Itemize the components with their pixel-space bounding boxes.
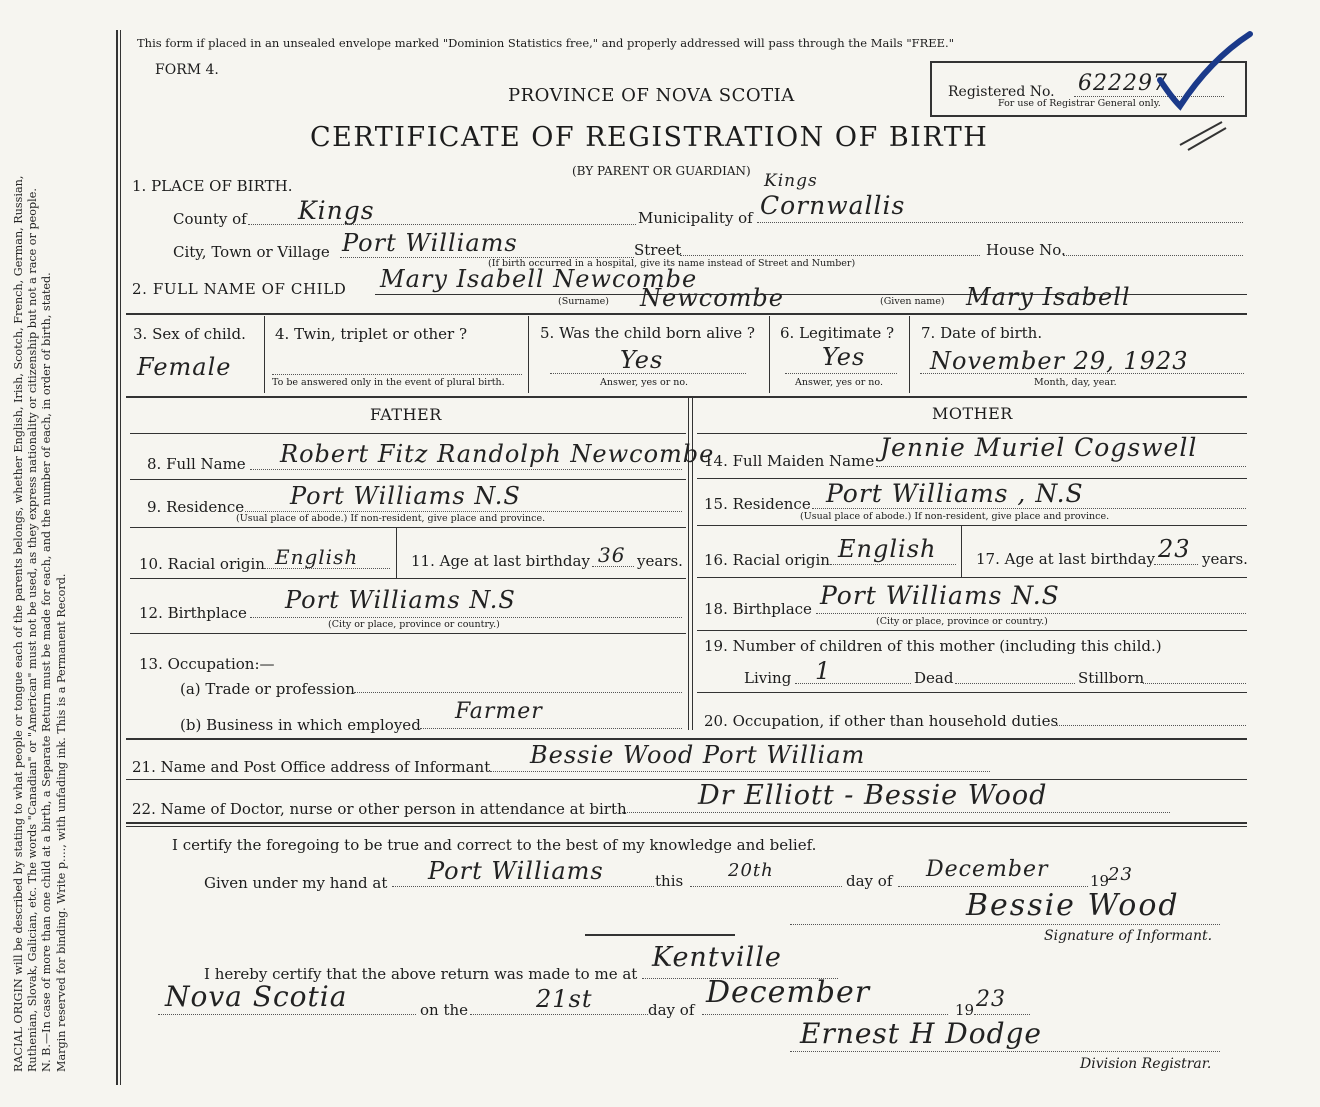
city-label: City, Town or Village xyxy=(173,243,330,261)
city-value: Port Williams xyxy=(342,229,518,257)
mother-residence-note: (Usual place of abode.) If non-resident, give place and province. xyxy=(800,511,1110,522)
doctor-label: 22. Name of Doctor, nurse or other person in attendance at birth xyxy=(132,800,627,818)
dead-label: Dead xyxy=(914,669,954,687)
municipality-note: Kings xyxy=(764,171,818,191)
margin-rule xyxy=(116,30,118,1085)
surname-value: Newcombe xyxy=(640,284,784,312)
day-of-label: day of xyxy=(846,872,893,890)
mother-occupation-label: 20. Occupation, if other than household duties xyxy=(704,712,1059,730)
registered-no-label: Registered No. xyxy=(948,84,1055,100)
county-value: Kings xyxy=(298,196,375,225)
given-name-value: Mary Isabell xyxy=(966,283,1131,311)
child-name-value: Mary Isabell Newcombe xyxy=(380,265,698,293)
father-birthplace-note: (City or place, province or country.) xyxy=(328,619,500,630)
certify-text: I certify the foregoing to be true and correct to the best of my knowledge and belief. xyxy=(172,836,817,854)
province-value: Nova Scotia xyxy=(165,980,348,1013)
house-no-label: House No. xyxy=(986,241,1066,259)
on-the-label: on the xyxy=(420,1001,469,1019)
surname-label: (Surname) xyxy=(558,296,609,307)
given-year-value: 23 xyxy=(1108,864,1133,885)
margin-rule-2 xyxy=(120,30,121,1085)
place-of-birth-heading: 1. PLACE OF BIRTH. xyxy=(132,177,293,195)
mother-residence-label: 15. Residence xyxy=(704,495,811,513)
registered-no-note: For use of Registrar General only. xyxy=(998,98,1161,109)
street-label: Street xyxy=(634,241,682,259)
father-occupation-label: 13. Occupation:— xyxy=(139,655,275,673)
born-alive-value: Yes xyxy=(620,346,664,374)
living-value: 1 xyxy=(815,657,832,685)
father-name-value: Robert Fitz Randolph Newcombe xyxy=(280,440,715,468)
business-label: (b) Business in which employed xyxy=(180,716,421,734)
sex-value: Female xyxy=(137,353,232,381)
given-under-label: Given under my hand at xyxy=(204,874,388,892)
municipality-value: Cornwallis xyxy=(760,191,906,220)
county-label: County of xyxy=(173,210,247,228)
mother-name-label: 14. Full Maiden Name xyxy=(704,452,875,470)
father-heading: FATHER xyxy=(370,405,442,424)
mother-age-value: 23 xyxy=(1158,535,1191,563)
form-number: FORM 4. xyxy=(155,62,219,78)
child-name-label: 2. FULL NAME OF CHILD xyxy=(132,280,347,298)
page-subtitle: (BY PARENT OR GUARDIAN) xyxy=(572,164,751,178)
check-mark-icon xyxy=(1140,30,1260,160)
mother-race-value: English xyxy=(838,535,937,563)
father-residence-value: Port Williams N.S xyxy=(290,482,521,510)
mother-residence-value: Port Williams , N.S xyxy=(826,479,1084,508)
hereby-certify-text: I hereby certify that the above return was made to me at xyxy=(204,965,638,983)
mother-age-label: 17. Age at last birthday xyxy=(976,550,1155,568)
stillborn-label: Stillborn xyxy=(1078,669,1145,687)
dob-value: November 29, 1923 xyxy=(930,347,1189,375)
registered-no-value: 622297 xyxy=(1078,71,1168,96)
born-alive-label: 5. Was the child born alive ? xyxy=(540,324,755,342)
given-year-prefix: 19 xyxy=(1090,872,1110,890)
margin-line-1: RACIAL ORIGIN will be described by stating to what people or tongue each of the parents belongs, whether English, Irish, Scotch, French, German, Russian, xyxy=(12,175,25,1072)
dob-note: Month, day, year. xyxy=(1034,377,1117,388)
legitimate-value: Yes xyxy=(822,343,866,371)
mother-race-label: 16. Racial origin xyxy=(704,551,830,569)
registered-year-prefix: 19 xyxy=(955,1001,975,1019)
registered-year-value: 23 xyxy=(976,987,1006,1012)
mail-notice: This form if placed in an unsealed envelope marked "Dominion Statistics free," and properly addressed will pass through the Mails "FREE." xyxy=(137,36,954,50)
province-heading: PROVINCE OF NOVA SCOTIA xyxy=(508,85,795,106)
father-age-value: 36 xyxy=(598,543,626,567)
father-age-unit: years. xyxy=(637,552,683,570)
father-race-value: English xyxy=(275,545,359,569)
dob-label: 7. Date of birth. xyxy=(921,324,1043,342)
margin-instructions xyxy=(12,32,130,1072)
business-value: Farmer xyxy=(455,699,543,724)
registrar-label: Division Registrar. xyxy=(1080,1056,1212,1072)
given-place-value: Port Williams xyxy=(428,857,604,885)
father-name-label: 8. Full Name xyxy=(147,455,246,473)
registered-day-of-label: day of xyxy=(648,1001,695,1019)
father-residence-note: (Usual place of abode.) If non-resident, give place and province. xyxy=(236,513,546,524)
given-month-value: December xyxy=(926,857,1049,882)
margin-line-3: N. B.—In case of more than one child at a birth, a Separate Return must be made for each, and the number of each, in order of birth, stated. xyxy=(40,272,54,1072)
born-alive-note: Answer, yes or no. xyxy=(600,377,689,388)
father-race-label: 10. Racial origin xyxy=(139,555,265,573)
doctor-value: Dr Elliott - Bessie Wood xyxy=(698,780,1048,811)
living-label: Living xyxy=(744,669,792,687)
sex-label: 3. Sex of child. xyxy=(133,325,246,343)
trade-label: (a) Trade or profession xyxy=(180,680,355,698)
mother-heading: MOTHER xyxy=(932,404,1013,423)
legitimate-note: Answer, yes or no. xyxy=(795,377,884,388)
father-age-label: 11. Age at last birthday xyxy=(411,552,590,570)
mother-birthplace-value: Port Williams N.S xyxy=(820,581,1060,610)
this-label: this xyxy=(655,872,684,890)
father-birthplace-label: 12. Birthplace xyxy=(139,604,247,622)
given-name-label: (Given name) xyxy=(880,296,945,307)
hospital-note: (If birth occurred in a hospital, give its name instead of Street and Number) xyxy=(488,258,856,269)
registered-day-value: 21st xyxy=(536,985,593,1013)
given-day-value: 20th xyxy=(728,860,774,881)
informant-label: 21. Name and Post Office address of Informant xyxy=(132,758,491,776)
mother-name-value: Jennie Muriel Cogswell xyxy=(880,433,1198,462)
father-birthplace-value: Port Williams N.S xyxy=(285,586,516,614)
informant-signature: Bessie Wood xyxy=(966,888,1180,923)
registrar-signature: Ernest H Dodge xyxy=(800,1017,1042,1050)
informant-value: Bessie Wood Port William xyxy=(530,741,866,769)
twin-label: 4. Twin, triplet or other ? xyxy=(275,325,467,343)
legitimate-label: 6. Legitimate ? xyxy=(780,324,895,342)
mother-birthplace-label: 18. Birthplace xyxy=(704,600,812,618)
twin-note: To be answered only in the event of plural birth. xyxy=(272,377,505,388)
father-residence-label: 9. Residence xyxy=(147,498,245,516)
page-title: CERTIFICATE OF REGISTRATION OF BIRTH xyxy=(310,122,989,153)
mother-birthplace-note: (City or place, province or country.) xyxy=(876,616,1048,627)
registered-month-value: December xyxy=(706,975,871,1010)
mother-age-unit: years. xyxy=(1202,550,1248,568)
signature-label: Signature of Informant. xyxy=(1044,928,1213,944)
registered-place-value: Kentville xyxy=(652,942,782,973)
children-count-label: 19. Number of children of this mother (including this child.) xyxy=(704,637,1162,655)
municipality-label: Municipality of xyxy=(638,209,753,227)
margin-line-2: Ruthenian, Slovak, Galician, etc. The words "Canadian" or "American" must not be used, as they express nationality or citizenship but not a race or people. xyxy=(26,188,40,1072)
margin-line-4: Margin reserved for binding. Write p...., with unfading ink. This is a Permanent Record. xyxy=(54,573,68,1072)
